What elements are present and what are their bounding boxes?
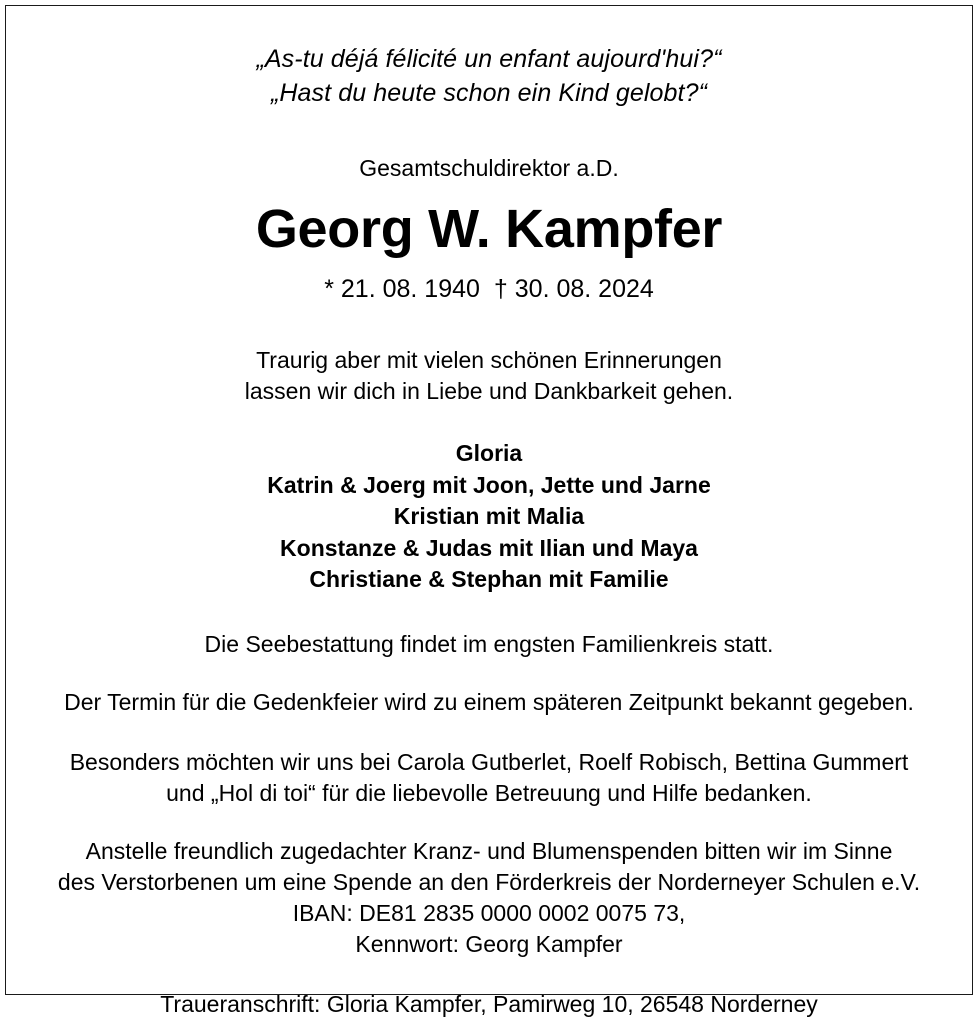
donation-block [58, 836, 920, 960]
birth-symbol-icon: * [324, 275, 334, 303]
donation-iban: IBAN: DE81 2835 0000 0002 0075 73, [292, 899, 686, 926]
verse-line-1: Traurig aber mit vielen schönen Erinnerungen [256, 347, 722, 373]
motto-line-french: „As-tu déjá félicité un enfant aujourd'hui?“ [256, 45, 722, 73]
survivor-line: Konstanze & Judas mit Ilian und Maya [280, 534, 698, 561]
survivor-line: Katrin & Joerg mit Joon, Jette und Jarne [267, 471, 711, 498]
mourning-address: Traueranschrift: Gloria Kampfer, Pamirweg 10, 26548 Norderney [160, 990, 818, 1017]
burial-statement: Die Seebestattung findet im engsten Familienkreis statt. [204, 630, 774, 657]
donation-reference: Kennwort: Georg Kampfer [355, 930, 623, 957]
survivor-line: Gloria [455, 440, 523, 466]
death-date: 30. 08. 2024 [514, 275, 654, 303]
motto-block [256, 42, 721, 110]
thanks-block [70, 747, 909, 809]
deceased-name: Georg W. Kampfer [255, 199, 723, 259]
deceased-role: Gesamtschuldirektor a.D. [359, 155, 619, 181]
thanks-line-2: und „Hol di toi“ für die liebevolle Betreuung und Hilfe bedanken. [166, 779, 812, 806]
death-cross-icon: † [493, 275, 508, 303]
life-dates [34, 273, 944, 305]
survivor-line: Kristian mit Malia [393, 503, 585, 529]
motto-line-german: „Hast du heute schon ein Kind gelobt?“ [270, 79, 707, 107]
survivor-line: Christiane & Stephan mit Familie [309, 566, 669, 592]
birth-date: 21. 08. 1940 [340, 275, 480, 303]
survivors-list [267, 407, 710, 596]
memorial-statement: Der Termin für die Gedenkfeier wird zu einem späteren Zeitpunkt bekannt gegeben. [64, 688, 914, 715]
donation-line-2: des Verstorbenen um eine Spende an den Förderkreis der Norderneyer Schulen e.V. [57, 868, 921, 895]
donation-line-1: Anstelle freundlich zugedachter Kranz- und Blumenspenden bitten wir im Sinne [85, 837, 893, 864]
verse-line-2: lassen wir dich in Liebe und Dankbarkeit gehen. [244, 378, 734, 404]
farewell-verse [245, 305, 733, 407]
thanks-line-1: Besonders möchten wir uns bei Carola Gutberlet, Roelf Robisch, Bettina Gummert [69, 748, 909, 775]
